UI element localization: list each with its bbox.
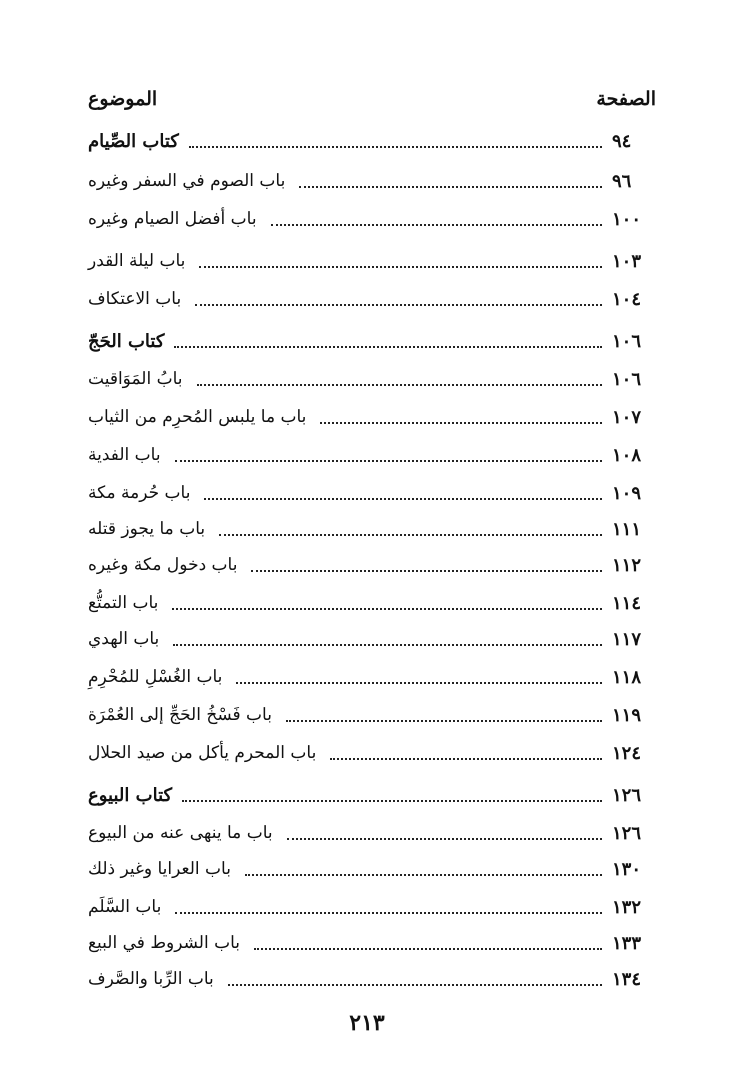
toc-entry-title: باب ما ينهى عنه من البيوع — [88, 823, 273, 843]
toc-entry-page: ١١٢ — [612, 554, 642, 576]
toc-entry-title: كتاب البيوع — [88, 784, 173, 806]
leader-dots — [245, 874, 602, 876]
toc-entry-page: ١١٩ — [612, 704, 642, 726]
page-number: ٢١٣ — [349, 1010, 385, 1036]
toc-entry-title: باب أفضل الصيام وغيره — [88, 209, 257, 229]
toc-entry-page: ١٢٦ — [612, 822, 642, 844]
toc-header — [88, 84, 656, 114]
leader-dots — [175, 912, 602, 914]
toc-book-fasting — [88, 126, 656, 156]
toc-entry-page: ١٠٧ — [612, 406, 642, 428]
leader-dots — [172, 608, 602, 610]
leader-dots — [254, 948, 602, 950]
toc-chapter — [88, 854, 656, 884]
toc-book-hajj — [88, 326, 656, 356]
leader-dots — [228, 984, 602, 986]
toc-entry-page: ٩٤ — [612, 130, 632, 152]
toc-entry-title: باب التمتُّع — [88, 593, 159, 613]
toc-chapter — [88, 246, 656, 276]
toc-chapter — [88, 738, 656, 768]
leader-dots — [286, 720, 602, 722]
toc-entry-page: ١٠٣ — [612, 250, 642, 272]
toc-entry-page: ١٢٤ — [612, 742, 642, 764]
toc-entry-title: كتاب الصِّيام — [88, 130, 179, 152]
toc-entry-page: ١٠٤ — [612, 288, 642, 310]
leader-dots — [204, 498, 602, 500]
toc-entry-page: ١١٧ — [612, 628, 642, 650]
toc-entry-title: باب فَسْخُ الحَجِّ إلى العُمْرَة — [88, 705, 272, 725]
toc-chapter — [88, 284, 656, 314]
page-heading: الصفحة — [596, 88, 656, 110]
toc-chapter — [88, 928, 656, 958]
toc-entry-page: ١٠٠ — [612, 208, 642, 230]
leader-dots — [236, 682, 602, 684]
toc-chapter — [88, 440, 656, 470]
leader-dots — [271, 224, 602, 226]
leader-dots — [199, 266, 602, 268]
leader-dots — [219, 534, 602, 536]
toc-chapter — [88, 588, 656, 618]
toc-chapter — [88, 402, 656, 432]
toc-chapter — [88, 964, 656, 994]
toc-entry-title: باب السَّلَم — [88, 897, 162, 917]
toc-book-sales — [88, 780, 656, 810]
toc-entry-title: باب الغُسْلِ للمُحْرِمِ — [88, 667, 223, 687]
toc-chapter — [88, 662, 656, 692]
toc-entry-page: ١١٤ — [612, 592, 642, 614]
leader-dots — [287, 838, 602, 840]
toc-entry-page: ١٠٩ — [612, 482, 642, 504]
toc-chapter — [88, 166, 656, 196]
toc-entry-page: ١١١ — [612, 518, 642, 540]
toc-entry-title: باب الهدي — [88, 629, 160, 649]
toc-entry-title: باب ما يجوز قتله — [88, 519, 206, 539]
toc-chapter — [88, 550, 656, 580]
toc-chapter — [88, 478, 656, 508]
toc-entry-page: ١٣٣ — [612, 932, 642, 954]
toc-entry-page: ١٠٦ — [612, 368, 642, 390]
toc-entry-title: باب دخول مكة وغيره — [88, 555, 238, 575]
leader-dots — [182, 800, 602, 802]
toc-entry-page: ١٣٤ — [612, 968, 642, 990]
leader-dots — [299, 186, 602, 188]
toc-chapter — [88, 892, 656, 922]
toc-entry-title: باب المحرم يأكل من صيد الحلال — [88, 743, 317, 763]
toc-chapter — [88, 204, 656, 234]
toc-entry-title: بابُ المَوَاقيت — [88, 369, 183, 389]
toc-entry-title: كتاب الحَجّ — [88, 330, 165, 352]
leader-dots — [330, 758, 602, 760]
toc-entry-title: باب الشروط في البيع — [88, 933, 241, 953]
toc-entry-title: باب الفدية — [88, 445, 161, 465]
toc-entry-page: ١٠٨ — [612, 444, 642, 466]
leader-dots — [175, 460, 602, 462]
toc-entry-title: باب حُرمة مكة — [88, 483, 191, 503]
leader-dots — [189, 146, 602, 148]
leader-dots — [173, 644, 602, 646]
toc-chapter — [88, 700, 656, 730]
leader-dots — [195, 304, 602, 306]
toc-entry-title: باب الرِّبا والصَّرف — [88, 969, 214, 989]
toc-entry-page: ١٣٠ — [612, 858, 642, 880]
toc-entry-page: ٩٦ — [612, 170, 632, 192]
toc-chapter — [88, 624, 656, 654]
leader-dots — [174, 346, 602, 348]
toc-entry-page: ١١٨ — [612, 666, 642, 688]
toc-entry-title: باب ما يلبس المُحرِم من الثياب — [88, 407, 307, 427]
toc-chapter — [88, 364, 656, 394]
toc-entry-title: باب الصوم في السفر وغيره — [88, 171, 286, 191]
toc-entry-page: ١٢٦ — [612, 784, 642, 806]
leader-dots — [251, 570, 602, 572]
toc-entry-page: ١٠٦ — [612, 330, 642, 352]
topic-heading: الموضوع — [88, 88, 158, 110]
toc-entry-title: باب العرايا وغير ذلك — [88, 859, 231, 879]
toc-entry-page: ١٣٢ — [612, 896, 642, 918]
leader-dots — [320, 422, 602, 424]
toc-chapter — [88, 818, 656, 848]
toc-chapter — [88, 514, 656, 544]
toc-entry-title: باب الاعتكاف — [88, 289, 182, 309]
leader-dots — [197, 384, 602, 386]
toc-entry-title: باب ليلة القدر — [88, 251, 186, 271]
